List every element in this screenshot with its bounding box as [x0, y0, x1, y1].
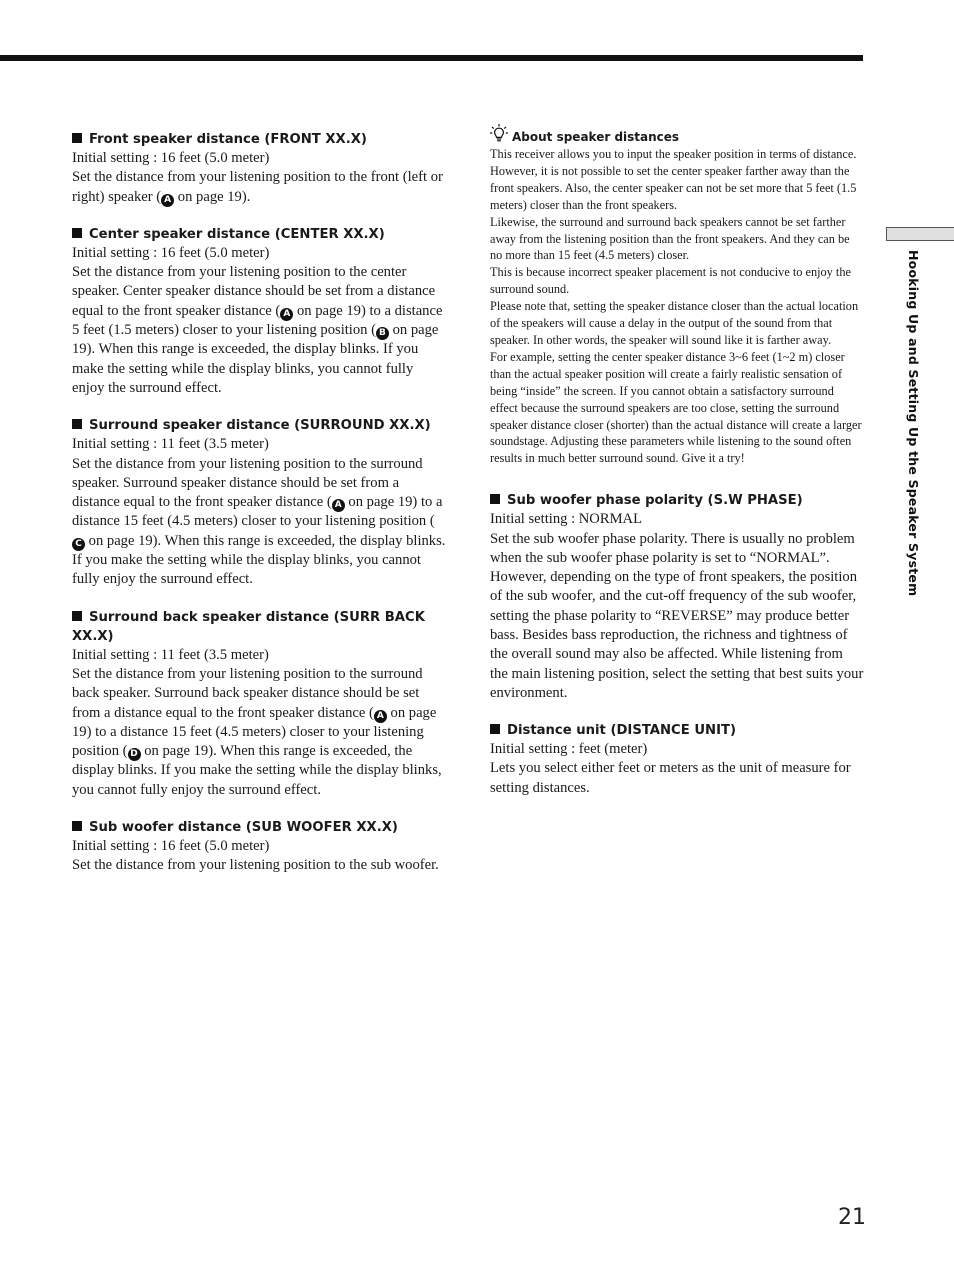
section-body: Set the distance from your listening position to the surround back speaker. Surround back speaker distance should be set from a distance equal to the front speaker distance ( A on page 19) to a distance 15 feet (4.5 meters) closer to your listening position ( D on page 19). When this range is exceeded, the display blinks. If you make the setting while the display blinks, you cannot fully enjoy the surround effect.	[72, 665, 442, 798]
square-bullet-icon	[72, 133, 82, 143]
section-distance-unit	[490, 721, 864, 798]
section-body: Set the distance from your listening position to the sub woofer.	[72, 857, 439, 874]
left-column	[72, 130, 446, 894]
section-heading: Sub woofer phase polarity (S.W PHASE)	[507, 493, 803, 509]
right-column	[490, 130, 864, 816]
initial-setting: Initial setting : 16 feet (5.0 meter)	[72, 244, 270, 261]
section-heading: Front speaker distance (FRONT XX.X)	[89, 132, 367, 147]
top-rule	[0, 55, 863, 61]
square-bullet-icon	[490, 724, 500, 734]
initial-setting: Initial setting : 16 feet (5.0 meter)	[72, 150, 270, 166]
initial-setting: Initial setting : 11 feet (3.5 meter)	[72, 436, 269, 453]
square-bullet-icon	[72, 611, 82, 621]
section-body: Set the distance from your listening position to the front (left or right) speaker ( A on page 19).	[72, 169, 443, 205]
tip-paragraph: This is because incorrect speaker placement is not conducive to enjoy the surround sound.	[490, 265, 851, 297]
circled-b-icon: B	[376, 327, 389, 340]
tip-paragraph: This receiver allows you to input the speaker position in terms of distance. However, it is not possible to set the center speaker farther away than the front speakers. Also, the center speaker can not be set more that 5 feet (1.5 meters) closer than the front speakers.	[490, 147, 857, 212]
section-body: Set the distance from your listening position to the surround speaker. Surround speaker distance should be set from a distance equal to the front speaker distance ( A on page 19) to a distance 15 feet (4.5 meters) closer to your listening position (C on page 19). When this range is exceeded, the display blinks. If you make the setting while the display blinks, you cannot fully enjoy the surround effect.	[72, 455, 446, 588]
section-body: Lets you select either feet or meters as the unit of measure for setting distances.	[490, 760, 851, 796]
square-bullet-icon	[490, 494, 500, 504]
tip-paragraph: For example, setting the center speaker distance 3~6 feet (1~2 m) closer than the actual speaker position will create a fairly realistic sensation of being “inside” the screen. If you cannot obtain a satisfactory surround effect because the surround speakers are too close, setting the surround speaker distance closer (shorter) than the actual distance will create a larger soundstage. Adjusting these parameters while listening to the sound often results in much better surround sound. Give it a try!	[490, 349, 862, 466]
section-front-speaker-distance	[72, 130, 446, 207]
circled-a-icon: A	[161, 194, 174, 207]
circled-d-icon: D	[128, 748, 141, 761]
tip-box	[490, 124, 864, 467]
section-body: Set the sub woofer phase polarity. There is usually no problem when the sub woofer phase polarity is set to “NORMAL”. However, depending on the type of front speakers, the position of the sub woofer, and the cut-off frequency of the sub woofer, setting the phase polarity to “REVERSE” may produce better bass. Besides bass reproduction, the richness and tightness of the overall sound may also be affected. While listening from the main listening position, select the setting that best suits your environment.	[490, 530, 864, 701]
square-bullet-icon	[72, 228, 82, 238]
circled-a-icon: A	[332, 499, 345, 512]
initial-setting: Initial setting : NORMAL	[490, 511, 643, 528]
section-heading: Sub woofer distance (SUB WOOFER XX.X)	[89, 820, 398, 836]
circled-a-icon: A	[374, 710, 387, 723]
lightbulb-icon	[490, 124, 508, 144]
section-sub-woofer-distance	[72, 818, 446, 876]
square-bullet-icon	[72, 821, 82, 831]
section-heading: Surround speaker distance (SURROUND XX.X)	[89, 418, 431, 434]
section-center-speaker-distance	[72, 225, 446, 398]
chapter-side-label: Hooking Up and Setting Up the Speaker System	[906, 250, 921, 597]
tip-paragraph: Please note that, setting the speaker distance closer than the actual location of the speakers will cause a delay in the output of the sound from that speaker. In other words, the speaker will sound like it is farther away.	[490, 299, 859, 347]
section-heading: Center speaker distance (CENTER XX.X)	[89, 226, 385, 242]
initial-setting: Initial setting : 11 feet (3.5 meter)	[72, 646, 269, 663]
tip-paragraph: Likewise, the surround and surround back speakers cannot be set farther away from the listening position than the front speakers. And they can be no more than 15 feet (4.5 meters) closer.	[490, 214, 850, 263]
initial-setting: Initial setting : feet (meter)	[490, 741, 648, 758]
chapter-tab-marker	[886, 227, 954, 241]
section-surround-speaker-distance	[72, 416, 446, 589]
circled-c-icon: C	[72, 538, 85, 551]
square-bullet-icon	[72, 419, 82, 429]
section-heading: Surround back speaker distance (SURR BACK XX.X)	[72, 609, 425, 644]
page-number: 21	[838, 1205, 866, 1230]
section-body: Set the distance from your listening position to the center speaker. Center speaker distance should be set from a distance equal to the front speaker distance ( A on page 19) to a distance 5 feet (1.5 meters) closer to your listening position ( B on page 19). When this range is exceeded, the display blinks. If you make the setting while the display blinks, you cannot fully enjoy the surround effect.	[72, 264, 443, 396]
section-surround-back-speaker-distance	[72, 608, 446, 800]
section-sub-woofer-phase-polarity	[490, 491, 864, 703]
tip-title: About speaker distances	[512, 130, 680, 144]
circled-a-icon: A	[280, 308, 293, 321]
initial-setting: Initial setting : 16 feet (5.0 meter)	[72, 838, 270, 855]
section-heading: Distance unit (DISTANCE UNIT)	[507, 723, 736, 739]
